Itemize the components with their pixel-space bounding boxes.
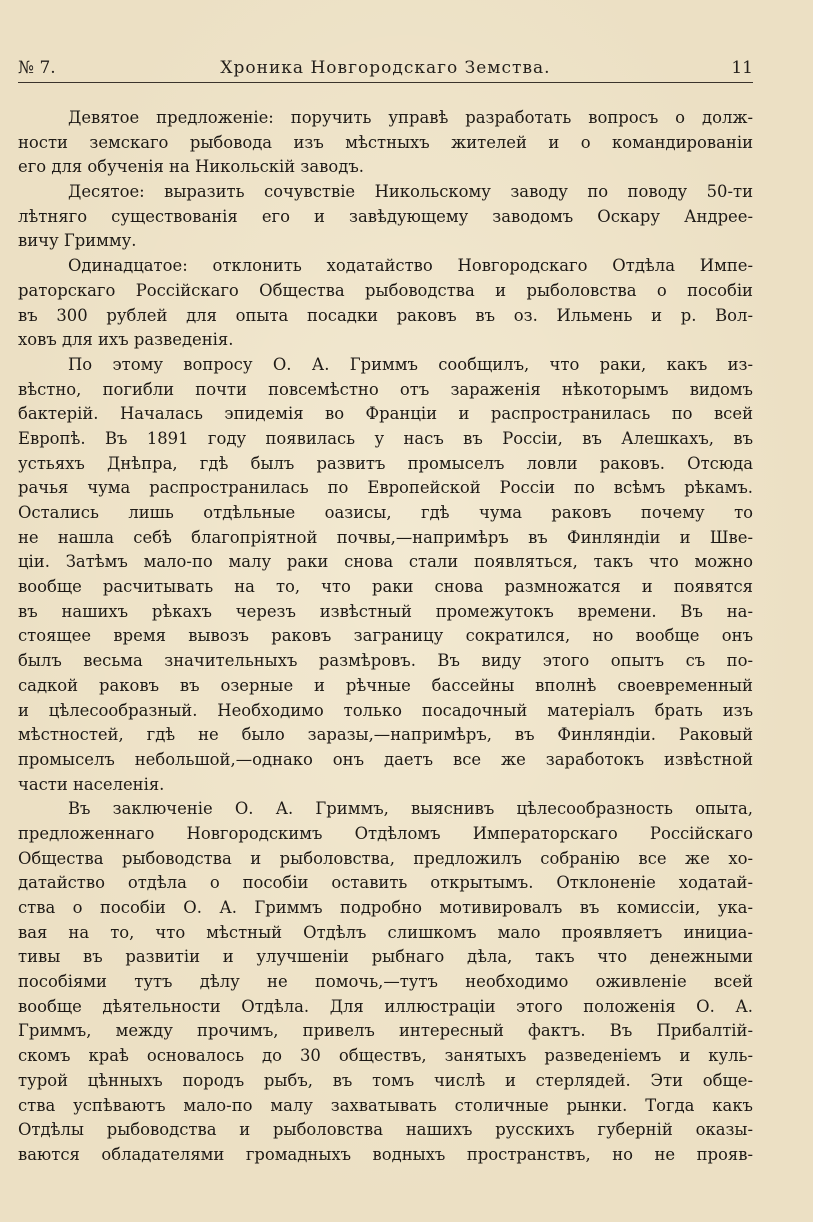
- text-line: вая на то, что мѣстный Отдѣлъ слишкомъ мало проявляетъ инициа-: [18, 922, 753, 942]
- text-line: промыселъ небольшой,—однако онъ даетъ все же заработокъ извѣстной: [18, 749, 753, 769]
- text-line: датайство отдѣла о пособіи оставить открытымъ. Отклоненіе ходатай-: [18, 873, 753, 893]
- text-line: вообще дѣятельности Отдѣла. Для иллюстраціи этого положенія О. А.: [18, 996, 753, 1016]
- text-line: скомъ краѣ основалось до 30 обществъ, занятыхъ разведеніемъ и куль-: [18, 1046, 753, 1066]
- text-line: садкой раковъ въ озерные и рѣчные бассейны вполнѣ своевременный: [18, 675, 753, 695]
- text-line: пособіями тутъ дѣлу не помочь,—тутъ необходимо оживленіе всей: [18, 972, 753, 992]
- text-line: не нашла себѣ благопріятной почвы,—напримѣръ въ Финляндіи и Шве-: [18, 527, 753, 547]
- text-line: Остались лишь отдѣльные оазисы, гдѣ чума раковъ почему то: [18, 503, 753, 522]
- text-line: Въ заключеніе О. А. Гриммъ, выяснивъ цѣлесообразность опыта,: [68, 799, 753, 819]
- text-line: рачья чума распространилась по Европейской Россіи по всѣмъ рѣкамъ.: [18, 478, 753, 498]
- text-line: вообще расчитывать на то, что раки снова размножатся и появятся: [18, 577, 753, 597]
- text-line: бактерій. Началась эпидемія во Франціи и распространилась по всей: [18, 404, 753, 424]
- journal-title: Хроника Новгородскаго Земства.: [220, 58, 551, 78]
- text-line: Европѣ. Въ 1891 году появилась у насъ въ Россіи, въ Алешкахъ, въ: [18, 428, 753, 448]
- text-line: и цѣлесообразный. Необходимо только посадочный матеріалъ брать изъ: [18, 700, 753, 720]
- text-line: мѣстностей, гдѣ не было заразы,—напримѣръ, въ Финляндіи. Раковый: [18, 725, 753, 745]
- text-line: вичу Гримму.: [18, 231, 137, 251]
- text-line: лѣтняго существованія его и завѣдующему заводомъ Оскару Андрее-: [18, 206, 753, 226]
- running-header: [18, 55, 753, 81]
- issue-number: № 7.: [18, 58, 56, 78]
- text-line: По этому вопросу О. А. Гриммъ сообщилъ, что раки, какъ из-: [68, 354, 753, 374]
- text-line: его для обученія на Никольскій заводъ.: [18, 157, 364, 177]
- text-line: ціи. Затѣмъ мало-по малу раки снова стали появляться, такъ что можно: [18, 552, 753, 572]
- text-line: части населенія.: [18, 774, 165, 794]
- text-line: предложеннаго Новгородскимъ Отдѣломъ Императорскаго Россійскаго: [18, 823, 753, 843]
- text-line: ства успѣваютъ мало-по малу захватывать столичные рынки. Тогда какъ: [18, 1095, 753, 1115]
- text-line: Десятое: выразить сочувствіе Никольскому заводу по поводу 50-ти: [68, 182, 753, 202]
- text-line: въ нашихъ рѣкахъ черезъ извѣстный промежутокъ времени. Въ на-: [18, 601, 753, 621]
- text-line: стоящее время вывозъ раковъ заграницу сократился, но вообще онъ: [18, 626, 753, 646]
- text-line: Отдѣлы рыбоводства и рыболовства нашихъ русскихъ губерній оказы-: [18, 1120, 753, 1140]
- text-line: въ 300 рублей для опыта посадки раковъ въ оз. Ильмень и р. Вол-: [18, 305, 753, 325]
- text-line: устьяхъ Днѣпра, гдѣ былъ развитъ промыселъ ловли раковъ. Отсюда: [18, 453, 753, 473]
- text-line: ваются обладателями громадныхъ водныхъ пространствъ, но не прояв-: [18, 1144, 753, 1164]
- text-line: Одинадцатое: отклонить ходатайство Новгородскаго Отдѣла Импе-: [68, 256, 753, 276]
- text-line: ности земскаго рыбовода изъ мѣстныхъ жителей и о командированіи: [18, 132, 753, 152]
- text-line: ства о пособіи О. А. Гриммъ подробно мотивировалъ въ комиссіи, ука-: [18, 898, 753, 917]
- header-rule: [18, 82, 753, 83]
- text-line: раторскаго Россійскаго Общества рыбоводства и рыболовства о пособіи: [18, 280, 753, 300]
- text-line: Девятое предложеніе: поручить управѣ разработать вопросъ о долж-: [68, 108, 753, 127]
- text-line: тивы въ развитіи и улучшеніи рыбнаго дѣла, такъ что денежными: [18, 947, 753, 967]
- text-line: ховъ для ихъ разведенія.: [18, 330, 234, 350]
- text-line: Общества рыбоводства и рыболовства, предложилъ собранію все же хо-: [18, 848, 753, 868]
- body-text: [18, 106, 753, 1168]
- text-line: вѣстно, погибли почти повсемѣстно отъ зараженія нѣкоторымъ видомъ: [18, 379, 753, 399]
- page-number: 11: [731, 58, 753, 78]
- text-line: Гриммъ, между прочимъ, привелъ интересный фактъ. Въ Прибалтій-: [18, 1021, 753, 1041]
- text-line: турой цѣнныхъ породъ рыбъ, въ томъ числѣ и стерлядей. Эти обще-: [18, 1070, 753, 1090]
- text-line: былъ весьма значительныхъ размѣровъ. Въ виду этого опытъ съ по-: [18, 651, 753, 671]
